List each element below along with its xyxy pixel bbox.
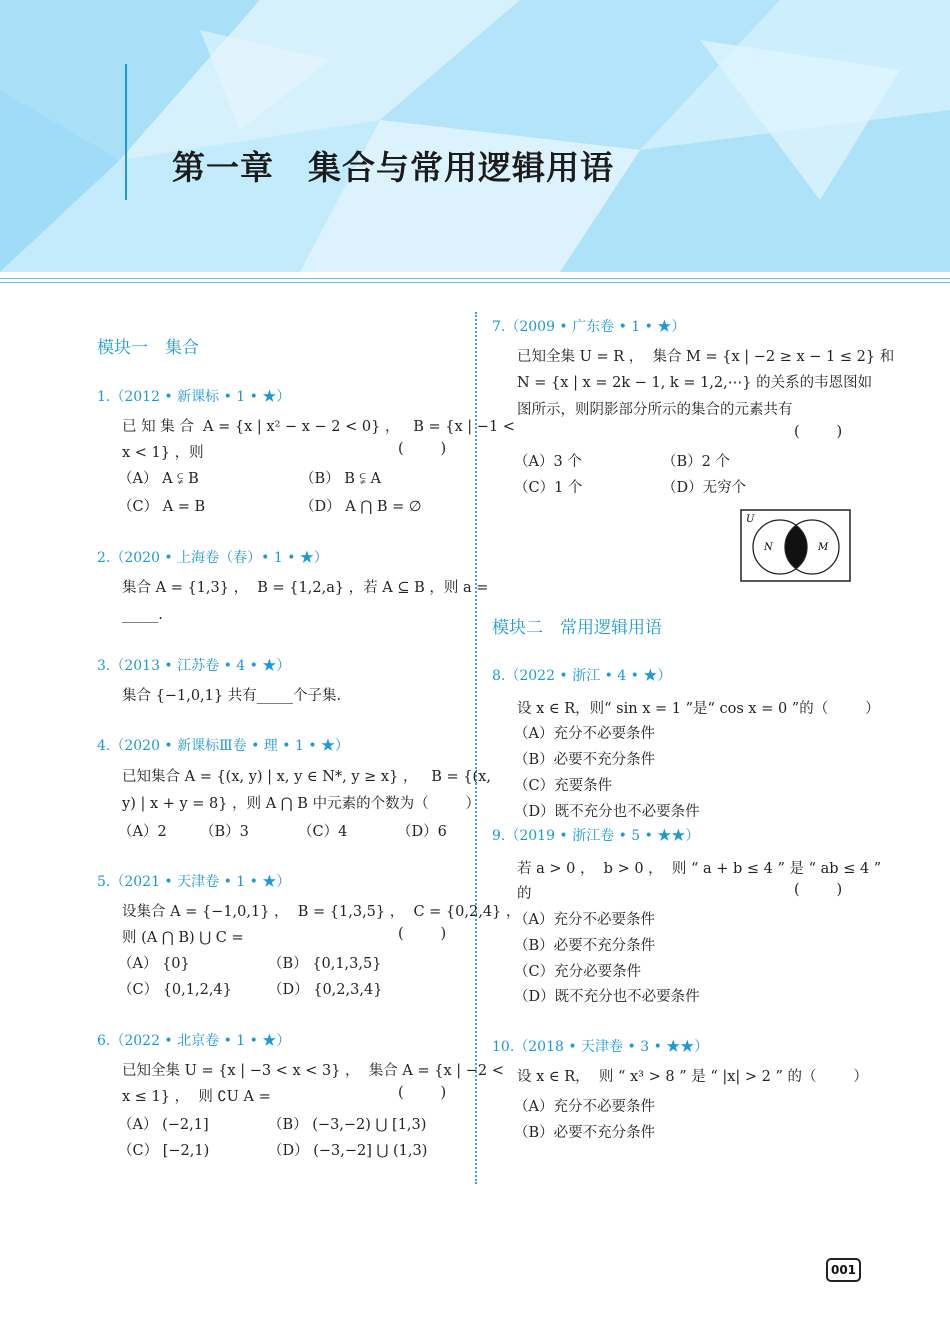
option-a: （A） A ⫋ B <box>118 471 199 487</box>
question-text: 已 知 集 合 A = {x | x² − x − 2 < 0} ， B = {x | −1 < <box>122 419 515 435</box>
answer-blank: ( ) <box>398 1085 447 1101</box>
option-d: （D） (−3,−2] ⋃ (1,3) <box>268 1143 428 1159</box>
option-c: （C） A = B <box>118 499 206 515</box>
option-a: （A）3 个 <box>514 454 582 470</box>
option-d: （D）6 <box>397 824 447 840</box>
option-a: （A）2 <box>118 824 167 840</box>
option-a: （A）充分不必要条件 <box>514 726 655 742</box>
column-divider <box>475 312 477 1184</box>
module-title-2: 模块二 常用逻辑用语 <box>492 618 662 638</box>
option-a: （A）充分不必要条件 <box>514 912 655 928</box>
question-text: 集合 {−1,0,1} 共有_____个子集. <box>122 688 342 704</box>
question-header: 1.（2012 • 新课标 • 1 • ★） <box>97 389 291 405</box>
option-a: （A） (−2,1] <box>118 1117 209 1133</box>
lightbulb-icon <box>96 0 156 200</box>
question-header: 10.（2018 • 天津卷 • 3 • ★★） <box>492 1039 709 1055</box>
option-c: （C） [−2,1) <box>118 1143 210 1159</box>
option-c: （C）充分必要条件 <box>514 964 642 980</box>
option-b: （B）2 个 <box>662 454 730 470</box>
question-text: 设 x ∈ R， 则 “ x³ > 8 ” 是 “ |x| > 2 ” 的（ ） <box>517 1069 868 1085</box>
question-text: y) | x + y = 8} ，则 A ⋂ B 中元素的个数为（ ） <box>122 796 480 812</box>
question-text: x < 1} ，则 <box>122 445 204 461</box>
chapter-title: 第一章 集合与常用逻辑用语 <box>172 148 614 187</box>
label-u: U <box>746 514 755 525</box>
question-header: 7.（2009 • 广东卷 • 1 • ★） <box>492 319 686 335</box>
option-a: （A）充分不必要条件 <box>514 1099 655 1115</box>
option-b: （B）必要不充分条件 <box>514 938 656 954</box>
question-header: 2.（2020 • 上海卷（春）• 1 • ★） <box>97 550 328 566</box>
header-rule-2 <box>0 282 950 283</box>
option-c: （C）1 个 <box>514 480 583 496</box>
answer-blank: ( ) <box>794 882 843 898</box>
question-text: 则 (A ⋂ B) ⋃ C = <box>122 930 244 946</box>
option-d: （D）既不充分也不必要条件 <box>514 804 700 820</box>
question-text: x ≤ 1} ， 则 ∁U A = <box>122 1089 271 1105</box>
option-b: （B）必要不充分条件 <box>514 1125 656 1141</box>
option-c: （C）充要条件 <box>514 778 613 794</box>
module-title-1: 模块一 集合 <box>97 338 199 358</box>
option-b: （B） (−3,−2) ⋃ [1,3) <box>268 1117 427 1133</box>
answer-blank: ( ) <box>398 441 447 457</box>
option-d: （D）既不充分也不必要条件 <box>514 989 700 1005</box>
question-header: 6.（2022 • 北京卷 • 1 • ★） <box>97 1033 291 1049</box>
question-text: 已知集合 A = {(x, y) | x, y ∈ N*, y ≥ x} ， B = {(x, <box>122 769 491 785</box>
option-d: （D）无穷个 <box>662 480 747 496</box>
question-text: 集合 A = {1,3} ， B = {1,2,a} ，若 A ⊆ B ，则 a = <box>122 580 489 596</box>
question-text: 已知全集 U = R ， 集合 M = {x | −2 ≥ x − 1 ≤ 2} 和 <box>517 349 895 365</box>
answer-blank: ( ) <box>398 926 447 942</box>
question-text: 图所示，则阴影部分所示的集合的元素共有 <box>517 402 793 418</box>
question-text: _____. <box>122 607 163 623</box>
answer-blank: ( ) <box>794 424 843 440</box>
option-b: （B） {0,1,3,5} <box>268 956 382 972</box>
option-c: （C）4 <box>298 824 348 840</box>
label-n: N <box>764 542 773 553</box>
option-d: （D） A ⋂ B = ∅ <box>300 499 422 515</box>
question-text: 若 a > 0 ， b > 0 ， 则 “ a + b ≤ 4 ” 是 “ ab ≤ 4 ” <box>517 861 882 877</box>
option-c: （C） {0,1,2,4} <box>118 982 232 998</box>
venn-diagram <box>740 509 852 583</box>
question-text: 的 <box>517 886 532 902</box>
label-m: M <box>818 542 829 553</box>
question-text: 设 x ∈ R，则“ sin x = 1 ”是“ cos x = 0 ”的（ ） <box>517 701 880 717</box>
question-text: N = {x | x = 2k − 1, k = 1,2,⋯} 的关系的韦恩图如 <box>517 375 873 391</box>
page-number: 001 <box>826 1258 861 1282</box>
question-header: 4.（2020 • 新课标Ⅲ卷 • 理 • 1 • ★） <box>97 738 350 754</box>
question-text: 设集合 A = {−1,0,1} ， B = {1,3,5} ， C = {0,2,4} ， <box>122 904 521 920</box>
question-text: 已知全集 U = {x | −3 < x < 3} ， 集合 A = {x | −2 < <box>122 1063 504 1079</box>
question-header: 8.（2022 • 浙江 • 4 • ★） <box>492 668 672 684</box>
option-d: （D） {0,2,3,4} <box>268 982 383 998</box>
option-b: （B） B ⫋ A <box>300 471 381 487</box>
question-header: 5.（2021 • 天津卷 • 1 • ★） <box>97 874 291 890</box>
question-header: 9.（2019 • 浙江卷 • 5 • ★★） <box>492 828 700 844</box>
header-rule <box>0 278 950 279</box>
option-b: （B）必要不充分条件 <box>514 752 656 768</box>
option-a: （A） {0} <box>118 956 190 972</box>
option-b: （B）3 <box>200 824 249 840</box>
question-header: 3.（2013 • 江苏卷 • 4 • ★） <box>97 658 291 674</box>
